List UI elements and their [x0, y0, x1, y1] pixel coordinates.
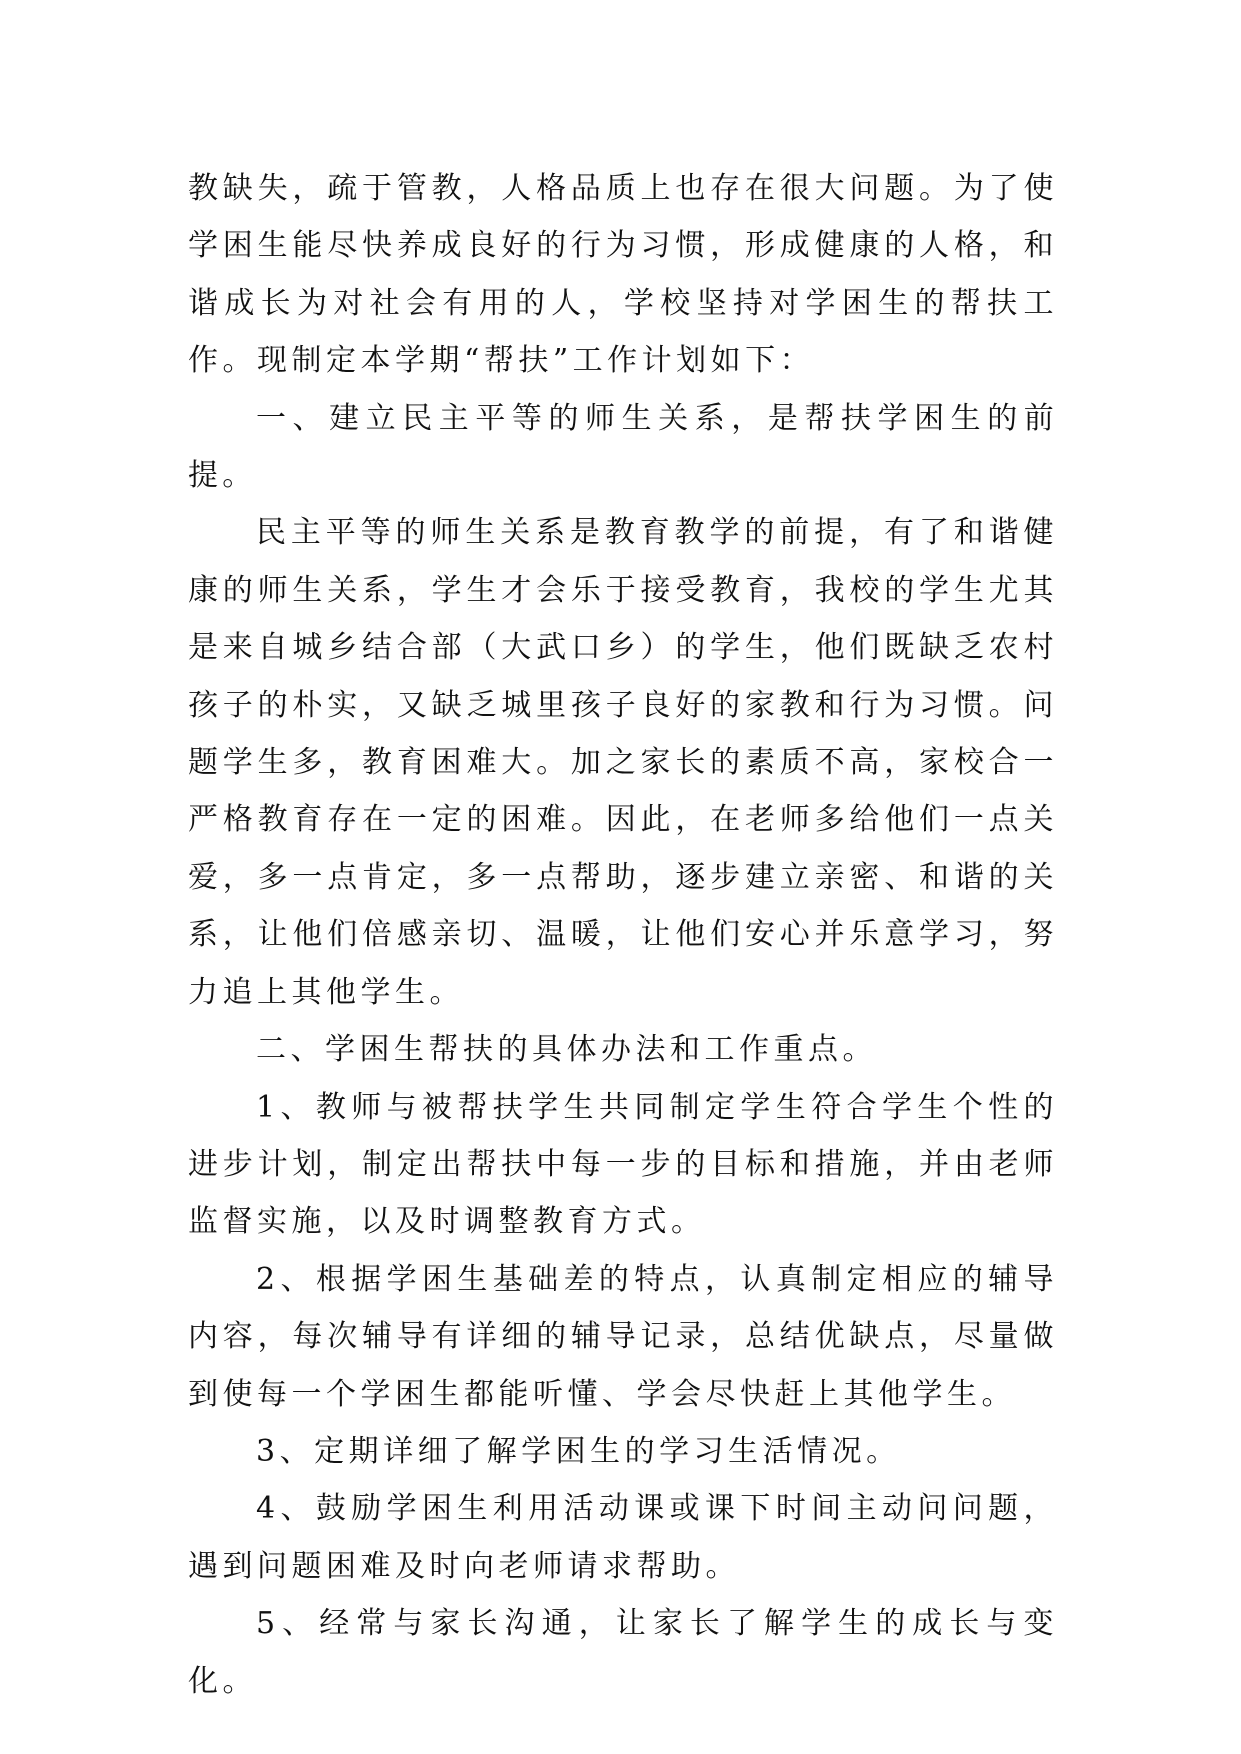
section-heading-1: 一、建立民主平等的师生关系，是帮扶学困生的前提。: [188, 400, 1058, 494]
document-page: [188, 160, 1058, 1710]
list-item-1: 1、教师与被帮扶学生共同制定学生符合学生个性的进步计划，制定出帮扶中每一步的目标和措施，并由老师监督实施，以及时调整教育方式。: [188, 1089, 1058, 1240]
list-item-4: 4、鼓励学困生利用活动课或课下时间主动问问题，遇到问题困难及时向老师请求帮助。: [188, 1491, 1058, 1584]
list-item-2: 2、根据学困生基础差的特点，认真制定相应的辅导内容，每次辅导有详细的辅导记录，总结优缺点，尽量做到使每一个学困生都能听懂、学会尽快赶上其他学生。: [188, 1261, 1058, 1412]
paragraph-relationship: 民主平等的师生关系是教育教学的前提，有了和谐健康的师生关系，学生才会乐于接受教育，我校的学生尤其是来自城乡结合部（大武口乡）的学生，他们既缺乏农村孩子的朴实，又缺乏城里孩子良好的家教和行为习惯。问题学生多，教育困难大。加之家长的素质不高，家校合一严格教育存在一定的困难。因此，在老师多给他们一点关爱，多一点肯定，多一点帮助，逐步建立亲密、和谐的关系，让他们倍感亲切、温暖，让他们安心并乐意学习，努力追上其他学生。: [188, 515, 1058, 1010]
list-item-3: 3、定期详细了解学困生的学习生活情况。: [256, 1433, 901, 1469]
section-heading-2: 二、学困生帮扶的具体办法和工作重点。: [256, 1032, 877, 1068]
list-item-5: 5、经常与家长沟通，让家长了解学生的成长与变化。: [188, 1606, 1058, 1699]
paragraph-intro-continuation: 教缺失，疏于管教，人格品质上也存在很大问题。为了使学困生能尽快养成良好的行为习惯，形成健康的人格，和谐成长为对社会有用的人，学校坚持对学困生的帮扶工作。现制定本学期“帮扶”工作计划如下：: [188, 171, 1058, 379]
